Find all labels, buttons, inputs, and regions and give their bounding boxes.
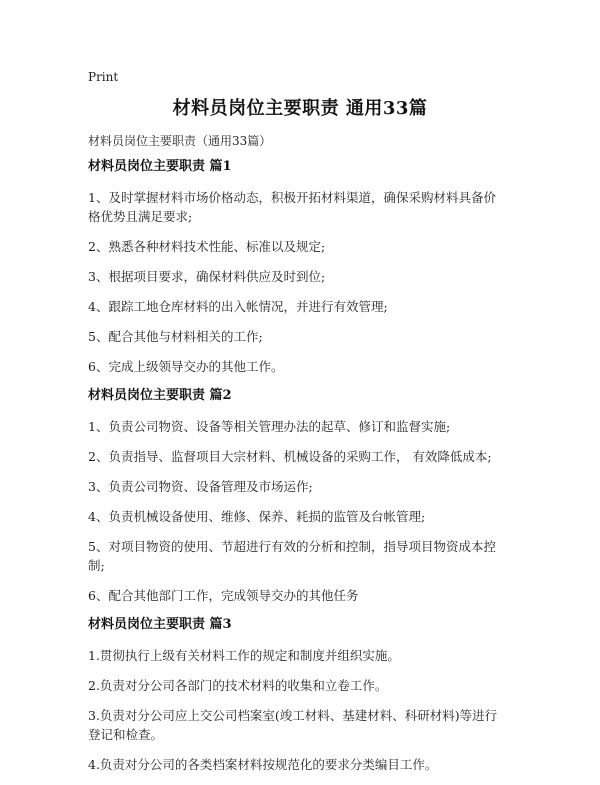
document-title: 材料员岗位主要职责 通用33篇 [172,98,428,119]
list-item: 6、配合其他部门工作，完成领导交办的其他任务 [88,588,359,603]
section-heading: 材料员岗位主要职责 篇3 [88,617,232,632]
section-heading: 材料员岗位主要职责 篇2 [88,388,232,403]
list-item: 3.负责对分公司应上交公司档案室(竣工材料、基建材料、科研材料)等进行登记和检查。 [88,708,498,742]
list-item: 3、根据项目要求，确保材料供应及时到位; [88,269,326,284]
document-subtitle: 材料员岗位主要职责（通用33篇） [88,134,272,148]
list-item: 2、熟悉各种材料技术性能、标准以及规定; [88,239,326,254]
list-item: 4、负责机械设备使用、维修、保养、耗损的监管及台帐管理; [88,509,426,524]
list-item: 1.贯彻执行上级有关材料工作的规定和制度并组织实施。 [88,648,400,663]
list-item: 5、配合其他与材料相关的工作; [88,329,263,344]
list-item: 6、完成上级领导交办的其他工作。 [88,359,284,374]
list-item: 1、及时掌握材料市场价格动态，积极开拓材料渠道，确保采购材料具备价格优势且满足要求; [88,190,496,224]
list-item: 2.负责对分公司各部门的技术材料的收集和立卷工作。 [88,678,388,693]
section-1 [88,158,508,376]
list-item: 5、对项目物资的使用、节超进行有效的分析和控制，指导项目物资成本控制; [88,539,496,573]
print-label: Print [88,70,119,84]
list-item: 2、负责指导、监督项目大宗材料、机械设备的采购工作， 有效降低成本; [88,449,492,464]
list-item: 4、跟踪工地仓库材料的出入帐情况，并进行有效管理; [88,299,388,314]
list-item: 1、负责公司物资、设备等相关管理办法的起草、修订和监督实施; [88,419,451,434]
section-heading: 材料员岗位主要职责 篇1 [88,159,232,174]
list-item: 3、负责公司物资、设备管理及市场运作; [88,479,313,494]
document-content [88,158,508,785]
section-3 [88,616,508,774]
section-2 [88,387,508,605]
list-item: 4.负责对分公司的各类档案材料按规范化的要求分类编目工作。 [88,757,438,772]
